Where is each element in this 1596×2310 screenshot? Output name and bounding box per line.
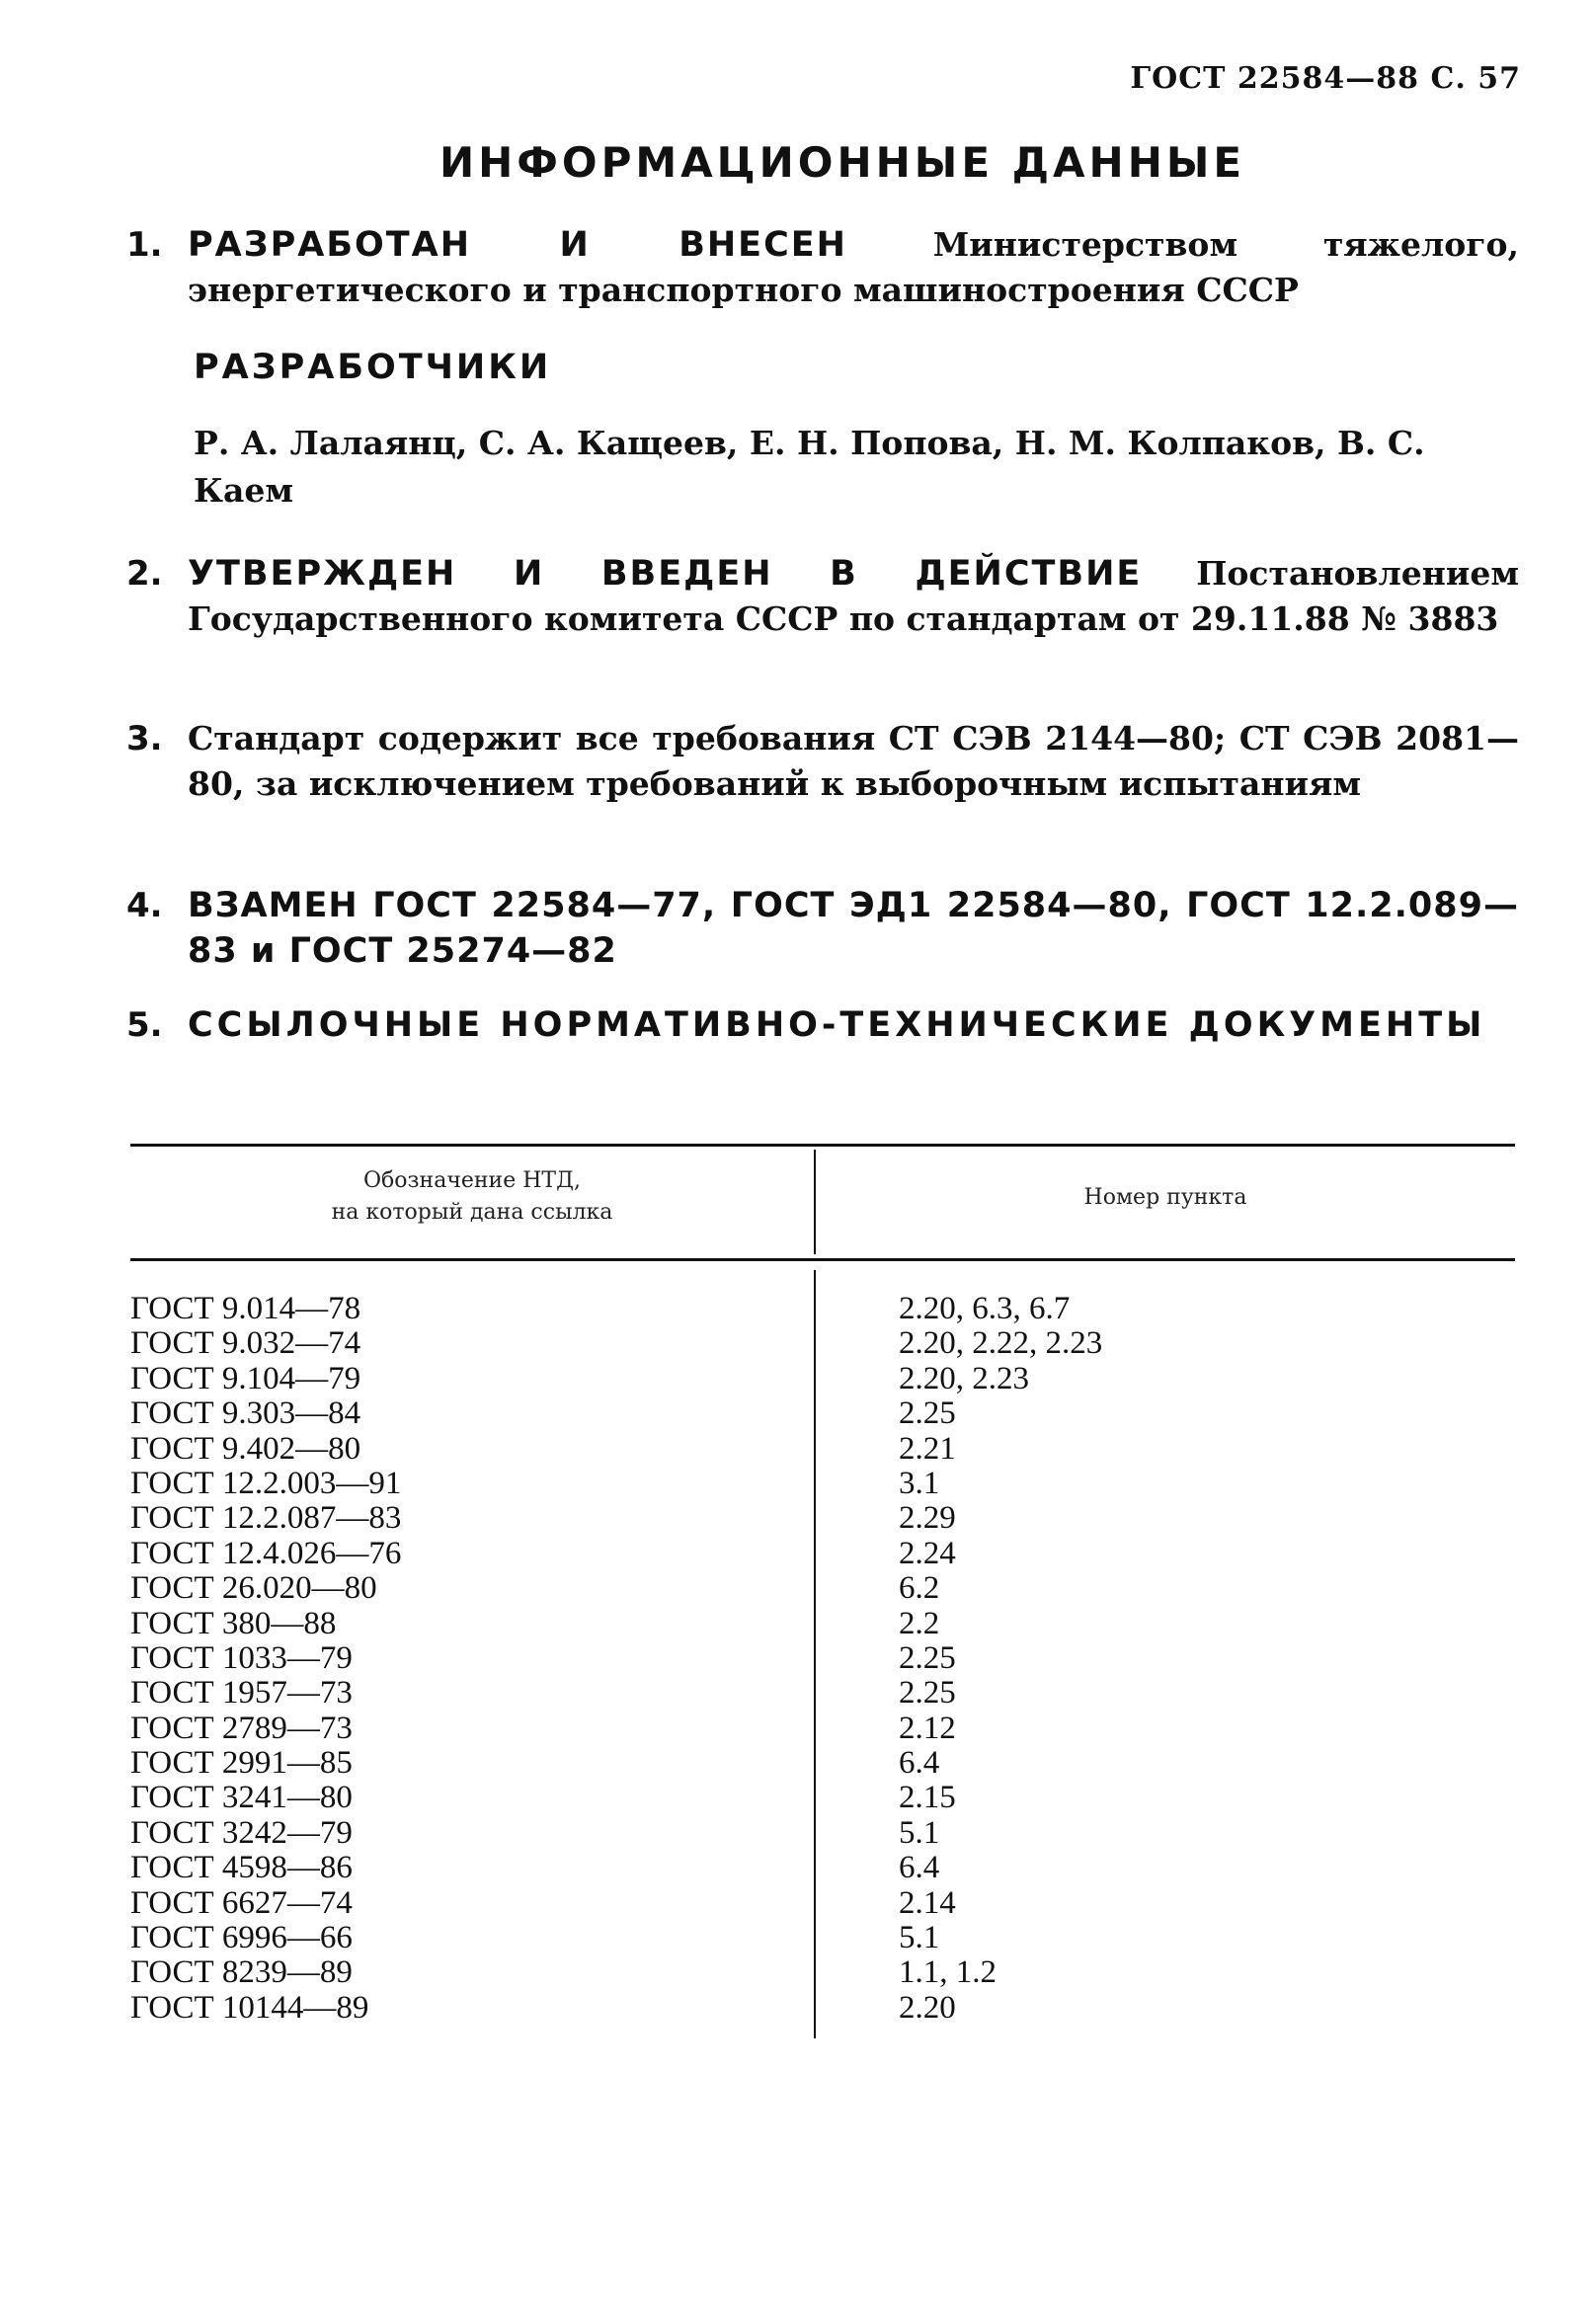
column-header-line: на который дана ссылка <box>331 1200 613 1225</box>
info-item-3 <box>126 716 1519 807</box>
page-header: ГОСТ 22584—88 С. 57 <box>1130 61 1521 96</box>
table-body <box>130 1292 1515 2026</box>
clause-number: 5.1 <box>899 1814 940 1851</box>
table-row <box>130 1537 1515 1571</box>
info-item-2 <box>126 551 1519 642</box>
column-header-document <box>130 1165 814 1229</box>
table-row <box>130 1921 1515 1955</box>
document-designation: ГОСТ 4598—86 <box>130 1850 353 1886</box>
table-row <box>130 1607 1515 1641</box>
clause-number: 2.20, 2.23 <box>899 1360 1029 1396</box>
document-title: ИНФОРМАЦИОННЫЕ ДАННЫЕ <box>439 138 1246 187</box>
table-row <box>130 1886 1515 1921</box>
document-designation: ГОСТ 6996—66 <box>130 1920 353 1956</box>
clause-number: 2.20, 6.3, 6.7 <box>899 1291 1071 1326</box>
item-text: Министерством тяжелого, энергетического и транспортного машиностроения СССР <box>188 225 1519 309</box>
clause-number: 2.20, 2.22, 2.23 <box>899 1325 1103 1362</box>
document-designation: ГОСТ 9.032—74 <box>130 1325 361 1362</box>
clause-number: 2.24 <box>899 1535 956 1571</box>
clause-number: 2.15 <box>899 1780 956 1816</box>
document-designation: ГОСТ 2789—73 <box>130 1710 353 1746</box>
clause-number: 6.4 <box>899 1850 940 1886</box>
clause-number: 2.25 <box>899 1395 956 1432</box>
document-designation: ГОСТ 3241—80 <box>130 1780 353 1816</box>
document-designation: ГОСТ 1033—79 <box>130 1639 353 1676</box>
table-row <box>130 1326 1515 1361</box>
info-item-4 <box>126 883 1519 974</box>
table-row <box>130 1362 1515 1396</box>
table-header-rule <box>130 1258 1515 1261</box>
column-header-line: Обозначение НТД, <box>363 1168 581 1193</box>
table-row <box>130 1816 1515 1851</box>
clause-number: 5.1 <box>899 1920 940 1956</box>
document-designation: ГОСТ 12.2.087—83 <box>130 1500 402 1537</box>
clause-number: 2.20 <box>899 1989 956 2026</box>
clause-number: 2.21 <box>899 1430 956 1467</box>
item-number: 4. <box>126 886 163 925</box>
item-lead: РАЗРАБОТАН И ВНЕСЕН <box>188 225 847 265</box>
table-row <box>130 1746 1515 1781</box>
document-designation: ГОСТ 9.303—84 <box>130 1395 361 1432</box>
document-designation: ГОСТ 9.402—80 <box>130 1430 361 1467</box>
clause-number: 6.4 <box>899 1745 940 1782</box>
clause-number: 2.12 <box>899 1710 956 1746</box>
table-row <box>130 1676 1515 1711</box>
developers-names: Р. А. Лалаянц, С. А. Кащеев, Е. Н. Попова, Н. М. Колпаков, В. С. Каем <box>194 424 1425 510</box>
info-item-5 <box>126 1002 1519 1048</box>
table-top-rule <box>130 1144 1515 1147</box>
clause-number: 2.2 <box>899 1605 940 1641</box>
document-designation: ГОСТ 1957—73 <box>130 1675 353 1712</box>
table-row <box>130 1955 1515 1990</box>
document-designation: ГОСТ 9.104—79 <box>130 1360 361 1396</box>
document-designation: ГОСТ 12.4.026—76 <box>130 1535 402 1571</box>
table-row <box>130 1851 1515 1885</box>
table-row <box>130 1467 1515 1501</box>
table-row <box>130 1396 1515 1431</box>
item-number: 3. <box>126 719 163 758</box>
clause-number: 2.25 <box>899 1675 956 1712</box>
item-text: Стандарт содержит все требования СТ СЭВ 2144—80; СТ СЭВ 2081—80, за исключением требований к выборочным испытаниям <box>188 719 1519 803</box>
table-row <box>130 1991 1515 2026</box>
document-designation: ГОСТ 9.014—78 <box>130 1291 361 1326</box>
document-designation: ГОСТ 26.020—80 <box>130 1570 377 1607</box>
developers-heading: РАЗРАБОТЧИКИ <box>194 348 552 387</box>
document-designation: ГОСТ 6627—74 <box>130 1884 353 1921</box>
item-lead: ВЗАМЕН ГОСТ 22584—77, ГОСТ ЭД1 22584—80, ГОСТ 12.2.089—83 и ГОСТ 25274—82 <box>188 886 1519 971</box>
clause-number: 1.1, 1.2 <box>899 1954 997 1991</box>
item-text: Постановлением Государственного комитета СССР по стандартам от 29.11.88 № 3883 <box>188 554 1519 638</box>
table-row <box>130 1641 1515 1676</box>
item-number: 1. <box>126 225 163 265</box>
clause-number: 2.25 <box>899 1639 956 1676</box>
clause-number: 2.14 <box>899 1884 956 1921</box>
table-row <box>130 1501 1515 1536</box>
document-designation: ГОСТ 3242—79 <box>130 1814 353 1851</box>
table-row <box>130 1571 1515 1606</box>
table-row <box>130 1432 1515 1467</box>
document-designation: ГОСТ 380—88 <box>130 1605 337 1641</box>
item-number: 5. <box>126 1005 163 1045</box>
item-lead: УТВЕРЖДЕН И ВВЕДЕН В ДЕЙСТВИЕ <box>188 554 1143 594</box>
table-row <box>130 1712 1515 1746</box>
document-designation: ГОСТ 12.2.003—91 <box>130 1465 402 1501</box>
clause-number: 3.1 <box>899 1465 940 1501</box>
document-designation: ГОСТ 8239—89 <box>130 1954 353 1991</box>
document-designation: ГОСТ 10144—89 <box>130 1989 369 2026</box>
item-lead: ССЫЛОЧНЫЕ НОРМАТИВНО-ТЕХНИЧЕСКИЕ ДОКУМЕНТЫ <box>188 1005 1486 1045</box>
document-designation: ГОСТ 2991—85 <box>130 1745 353 1782</box>
column-header-clause: Номер пункта <box>1083 1185 1247 1210</box>
clause-number: 6.2 <box>899 1570 940 1607</box>
clause-number: 2.29 <box>899 1500 956 1537</box>
table-row <box>130 1292 1515 1326</box>
item-number: 2. <box>126 554 163 594</box>
info-item-1 <box>126 222 1519 313</box>
table-row <box>130 1781 1515 1815</box>
